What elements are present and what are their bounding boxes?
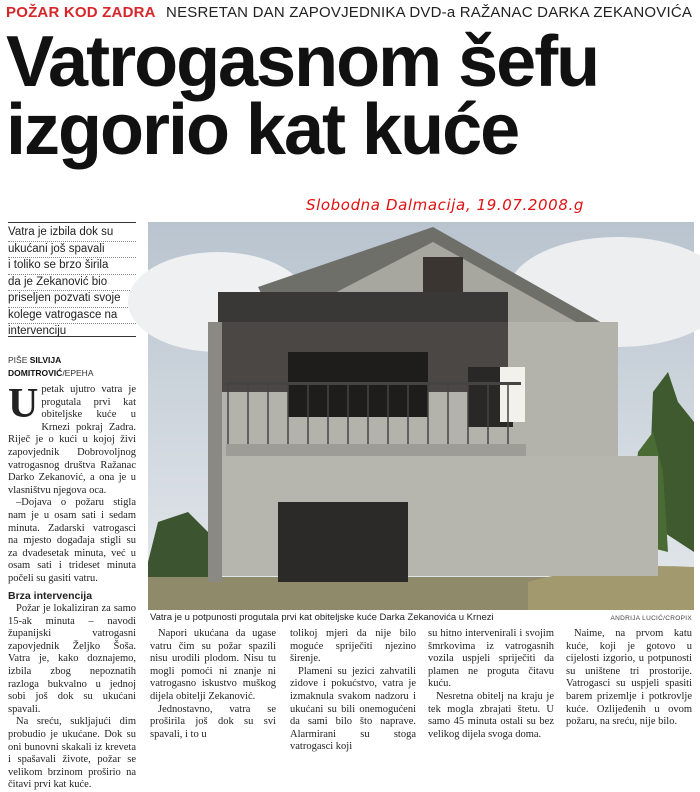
kicker-subtitle: NESRETAN DAN ZAPOVJEDNIKA DVD-a RAŽANAC DARKA ZEKANOVIĆA — [166, 4, 693, 21]
paragraph: Jednostavno, vatra se proširila još dok su svi spavali, i to u — [150, 703, 276, 740]
lead-divider — [8, 336, 136, 337]
paragraph: Požar je lokaliziran za samo 15-ak minuta – navodi županijski vatrogasni zapovjednik Željko Šoša. Vatra je, kako doznajemo, izbila zbog nepoznatih razloga bukvalno u jednoj sobi još dok su ukućani spavali. — [8, 603, 136, 715]
byline-agency: /EPEHA — [62, 368, 94, 378]
headline — [6, 22, 599, 170]
paragraph: Plameni su jezici zahvatili zidove i pokućstvo, vatra je izmaknula svakom nadzoru i ukućani su bili onemogućeni da sami bilo što naprave. Alarmirani su stoga vatrogasci koji — [290, 665, 416, 753]
byline — [8, 354, 138, 380]
paragraph: –Dojava o požaru stigla nam je u osam sati i sedam minuta. Zadarski vatrogasci na mjesto događaja stigli su za dvadesetak minuta, već u osam sati i trideset minuta počeli su gasiti vatru. — [8, 497, 136, 584]
photo-caption: Vatra je u potpunosti progutala prvi kat obiteljske kuće Darka Zekanovića u Krnezi — [150, 612, 494, 623]
paragraph: Nesretna obitelj na kraju je tek mogla zbrajati štetu. U samo 45 minuta ostali su bez velikog dijela svoga doma. — [428, 690, 554, 740]
lead-line: kolege vatrogasce na — [8, 308, 136, 325]
drop-cap: U — [8, 381, 39, 427]
article-column-3 — [290, 628, 416, 753]
headline-line-2: izgorio kat kuće — [6, 90, 519, 170]
lead-text — [8, 222, 136, 340]
lead-line: i toliko se brzo širila — [8, 258, 136, 275]
lead-line: Vatra je izbila dok su — [8, 225, 136, 242]
paragraph: Naime, na prvom katu kuće, koji je gotovo u cijelosti izgorio, u potpunosti su uništene tri prostorije. Vatrogasci su uspjeli spasiti barem prizemlje i potkrovlje kuće. Ozlijeđenih u ovom požaru, na sreću, nije bilo. — [566, 628, 692, 728]
article-column-4 — [428, 628, 554, 740]
paragraph: Na sreću, sukljajući dim probudio je ukućane. Dok su oni bunovni skakali iz kreveta i spašavali živote, požar se velikom brzinom proširio na čitavi prvi kat kuće. — [8, 716, 136, 791]
paragraph: su hitno intervenirali i svojim šmrkovima iz vatrogasnih vozila uspjeli spriječiti da plamen ne proguta čitavu kuću. — [428, 628, 554, 690]
paragraph: tolikoj mjeri da nije bilo moguće spriječiti njezino širenje. — [290, 628, 416, 665]
kicker — [6, 4, 692, 21]
subheading: Brza intervencija — [8, 589, 93, 602]
article-column-1 — [8, 381, 136, 791]
lead-line: priseljen pozvati svoje — [8, 291, 136, 308]
house-photo — [148, 222, 694, 610]
paragraph: petak ujutro vatra je progutala prvi kat obiteljske kuće u Krnezi pokraj Zadra. Riječ je o kući u kojoj živi zapovjednik Dobrovoljnog vatrogasnog društva Ražanac Darko Zekanović, a ona je u vlasništvu njegova oca. — [8, 384, 136, 496]
headline-line-1: Vatrogasnom šefu — [6, 22, 599, 102]
author-first-name: SILVIJA — [29, 355, 62, 365]
author-last-name: DOMITROVIĆ — [8, 368, 63, 378]
lead-line: ukućani još spavali — [8, 242, 136, 259]
byline-prefix: PIŠE — [8, 355, 28, 365]
lead-line: da je Zekanović bio — [8, 275, 136, 292]
article-column-5 — [566, 628, 692, 729]
burned-house-image — [148, 222, 694, 610]
source-note: Slobodna Dalmacija, 19.07.2008.g — [306, 196, 584, 214]
photo-credit: ANDRIJA LUCIĆ/CROPIX — [610, 615, 692, 622]
section-label: POŽAR KOD ZADRA — [6, 4, 156, 21]
lead-line: intervenciju — [8, 325, 67, 337]
article-column-2 — [150, 628, 276, 740]
paragraph: Napori ukućana da ugase vatru čim su požar spazili nisu urodili plodom. Nisu tu mogli pomoći ni znanje ni vatrogasno iskustvo muškog dijela obitelji Zekanović. — [150, 628, 276, 702]
